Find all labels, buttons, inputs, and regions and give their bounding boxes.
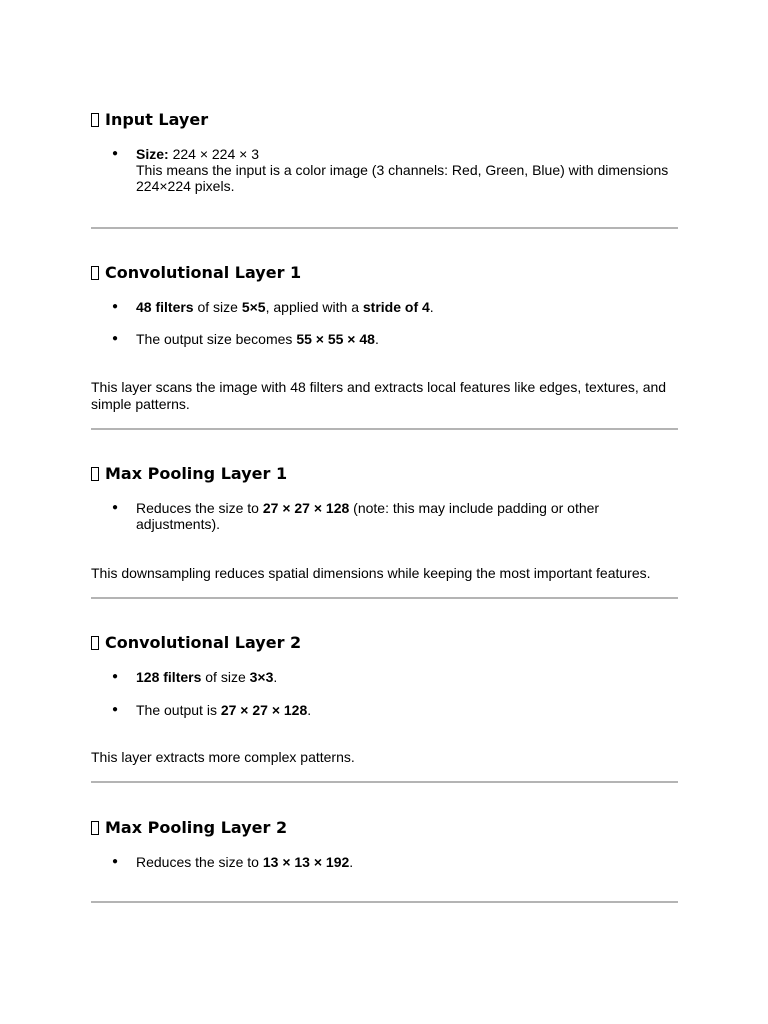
missing-glyph-icon — [91, 266, 99, 280]
section-conv-layer-2 — [91, 633, 678, 766]
list-item: ● 128 filters of size 3×3. — [91, 669, 678, 685]
bullet-list — [91, 299, 678, 347]
bullet-list — [91, 669, 678, 718]
horizontal-divider — [91, 227, 678, 229]
section-paragraph: This layer extracts more complex patterns. — [91, 749, 355, 765]
missing-glyph-icon — [91, 821, 99, 835]
list-item: ● 48 filters of size 5×5, applied with a stride of 4. — [91, 299, 678, 315]
bullet-list — [91, 146, 678, 194]
missing-glyph-icon — [91, 467, 99, 481]
horizontal-divider — [91, 597, 678, 599]
section-max-pool-2 — [91, 818, 678, 870]
bullet-list — [91, 854, 678, 870]
list-item: ● Reduces the size to 13 × 13 × 192. — [91, 854, 678, 870]
horizontal-divider — [91, 901, 678, 903]
horizontal-divider — [91, 428, 678, 430]
missing-glyph-icon — [91, 636, 99, 650]
list-item: ● The output is 27 × 27 × 128. — [91, 702, 678, 718]
list-item: ● The output size becomes 55 × 55 × 48. — [91, 331, 678, 347]
list-item: ● Reduces the size to 27 × 27 × 128 (note: this may include padding or other adjustments). — [91, 500, 678, 532]
section-input-layer — [91, 110, 678, 194]
section-max-pool-1 — [91, 464, 678, 582]
missing-glyph-icon — [91, 113, 99, 127]
section-heading: Max Pooling Layer 2 — [91, 818, 678, 838]
horizontal-divider — [91, 781, 678, 783]
section-paragraph: This downsampling reduces spatial dimensions while keeping the most important features. — [91, 565, 651, 581]
list-item: ● Size: 224 × 224 × 3 This means the input is a color image (3 channels: Red, Green, Blue) with dimensions 224×224 pixels. — [91, 146, 678, 194]
section-heading: Convolutional Layer 2 — [91, 633, 678, 653]
bullet-list — [91, 500, 678, 532]
section-heading: Max Pooling Layer 1 — [91, 464, 678, 484]
section-heading: Input Layer — [91, 110, 678, 130]
section-conv-layer-1 — [91, 263, 678, 413]
section-paragraph: This layer scans the image with 48 filters and extracts local features like edges, textures, and simple patterns. — [91, 379, 667, 412]
section-heading: Convolutional Layer 1 — [91, 263, 678, 283]
